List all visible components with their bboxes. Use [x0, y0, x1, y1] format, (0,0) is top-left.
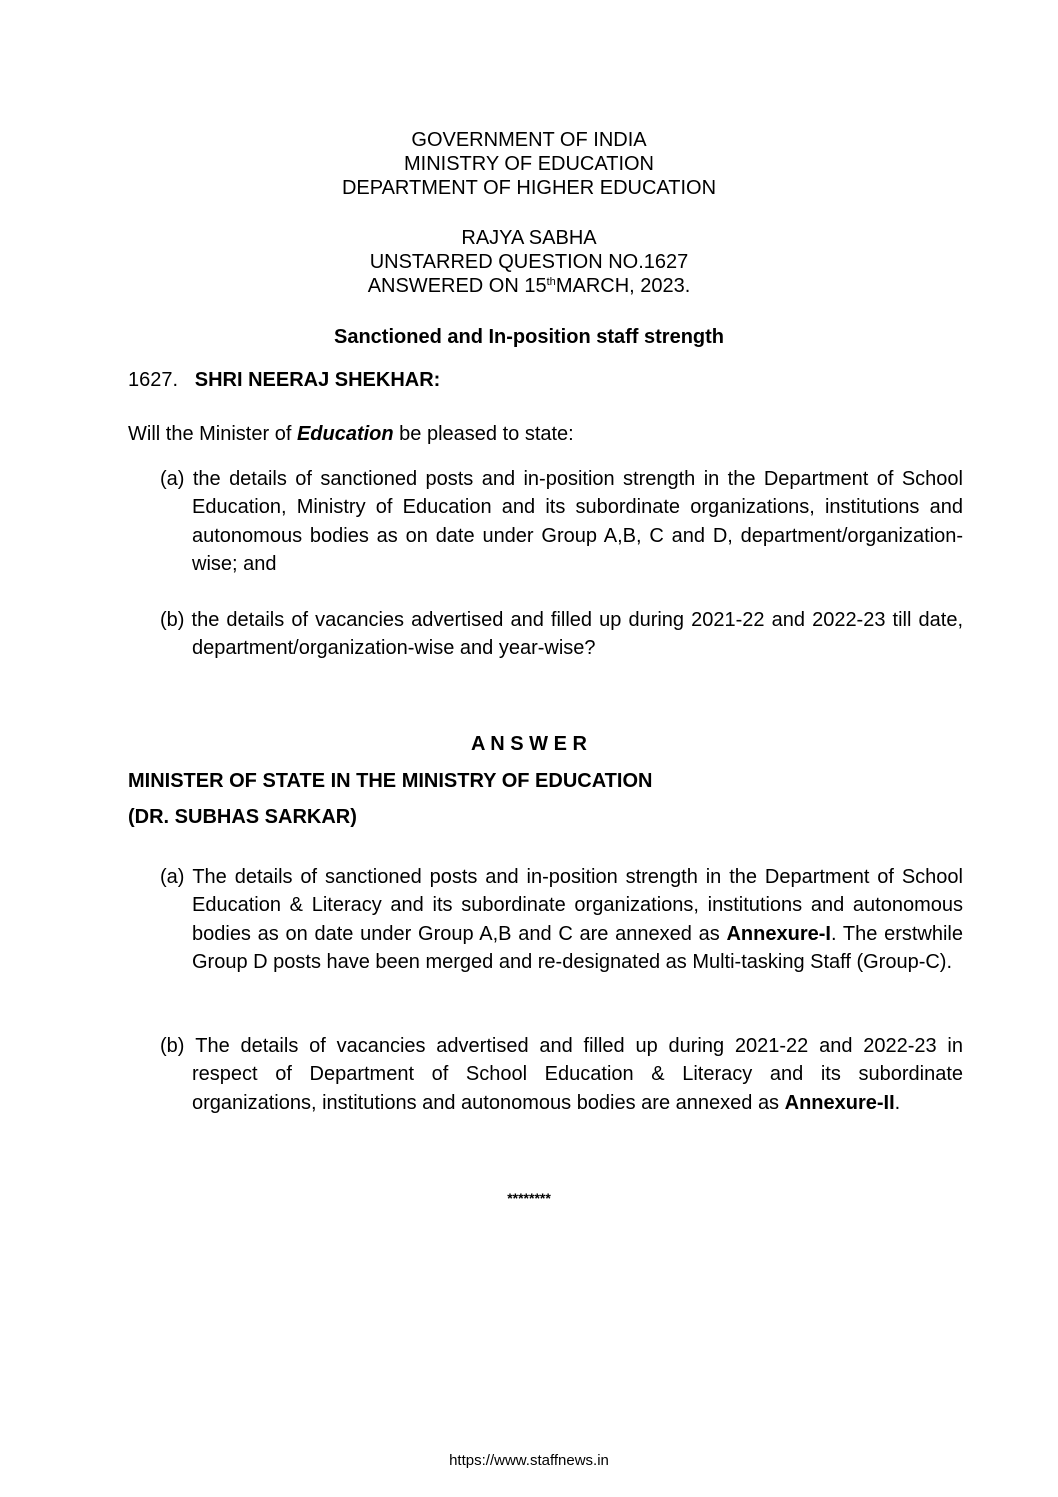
question-part-b: (b) the details of vacancies advertised and filled up during 2021-22 and 2022-23 till date, department/organization-wise and year-wise?	[160, 609, 964, 660]
answer-heading: A N S W E R	[471, 733, 587, 755]
header-line: DEPARTMENT OF HIGHER EDUCATION	[341, 177, 717, 199]
footer-url[interactable]: https://www.staffnews.in	[449, 1452, 609, 1469]
answered-date: ANSWERED ON 15thMARCH, 2023.	[367, 275, 691, 297]
question-part-a: (a) the details of sanctioned posts and in-position strength in the Department of School Education, Ministry of Education and its subordinate organizations, institutions and autonomous bodies as on date under Group A,B, C and D, department/organization-wise; and	[160, 468, 963, 575]
header-line: GOVERNMENT OF INDIA	[411, 129, 647, 151]
minister-name: (DR. SUBHAS SARKAR)	[128, 806, 357, 828]
answer-part-b: (b) The details of vacancies advertised and filled up during 2021-22 and 2022-23 in respect of Department of School Education & Literacy and its subordinate organizations, institutions and autonomous bodies are annexed as Annexure-II.	[160, 1035, 963, 1114]
document-header	[0, 128, 1058, 200]
question-member: 1627. SHRI NEERAJ SHEKHAR:	[128, 369, 441, 391]
end-marker: ********	[507, 1190, 551, 1206]
question-info	[0, 226, 1058, 298]
subject-title: Sanctioned and In-position staff strength	[334, 326, 724, 348]
house-name: RAJYA SABHA	[461, 227, 597, 249]
answer-part-a: (a) The details of sanctioned posts and in-position strength in the Department of School Education & Literacy and its subordinate organizations, institutions and autonomous bodies as on date under Group A,B and C are annexed as Annexure-I. The erstwhile Group D posts have been merged and re-designated as Multi-tasking Staff (Group-C).	[160, 866, 963, 973]
header-line: MINISTRY OF EDUCATION	[403, 153, 655, 175]
question-number: UNSTARRED QUESTION NO.1627	[369, 251, 689, 273]
answering-minister: MINISTER OF STATE IN THE MINISTRY OF EDUCATION	[128, 770, 653, 792]
question-intro: Will the Minister of Education be pleased to state:	[128, 423, 574, 445]
